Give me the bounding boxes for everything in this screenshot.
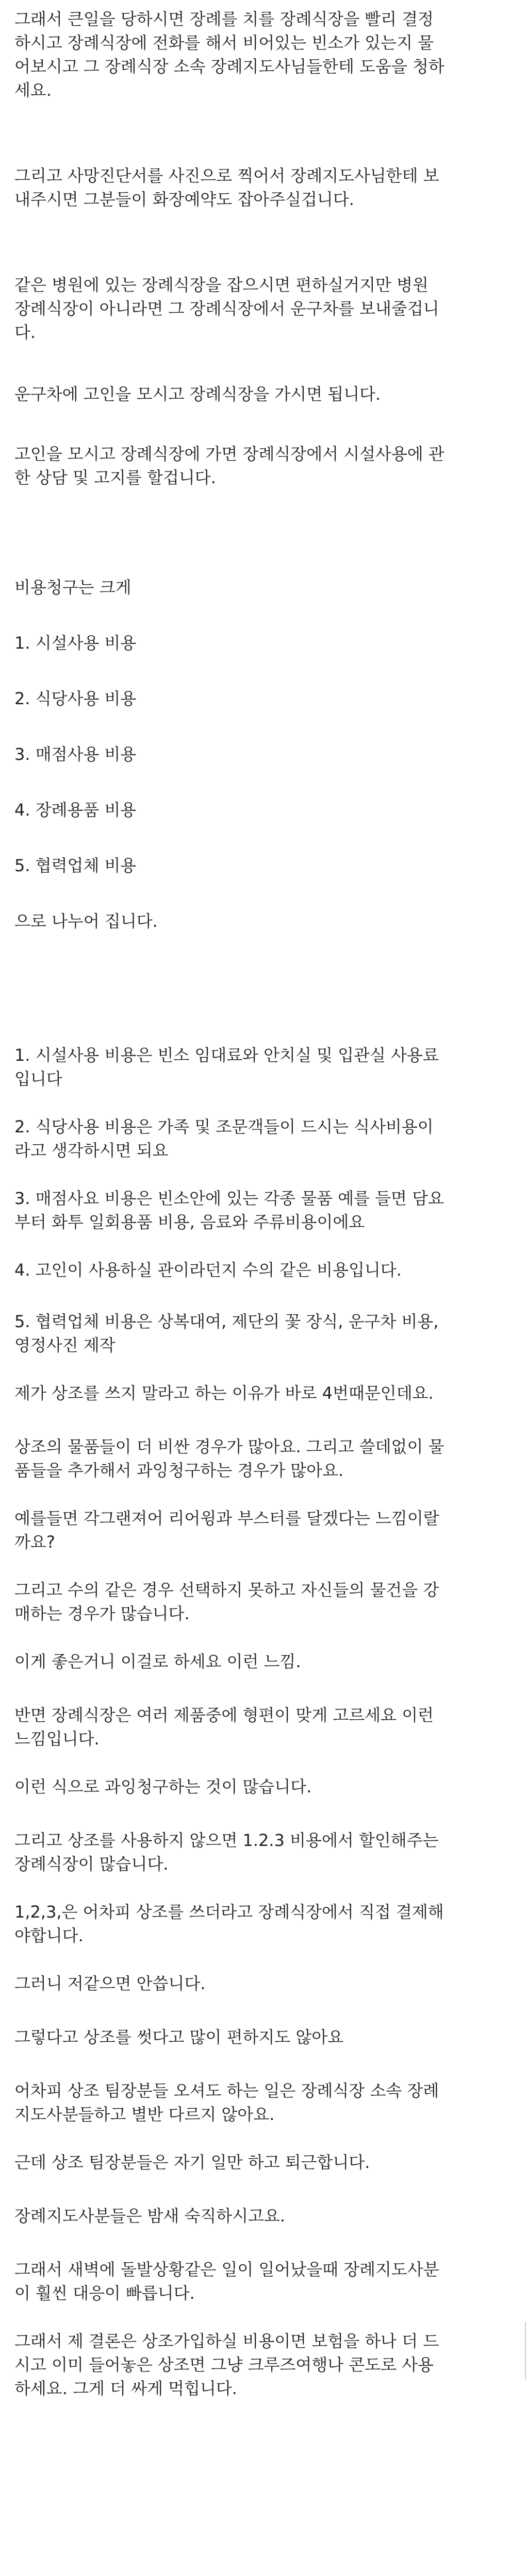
text-line: 하시고 장례식장에 전화를 해서 비어있는 빈소가 있는지 물	[14, 33, 434, 53]
text-line: 4. 장례용품 비용	[14, 800, 137, 820]
text-line: 그렇다고 상조를 썻다고 많이 편하지도 않아요	[14, 2027, 344, 2047]
text-line: 그리고 수의 같은 경우 선택하지 못하고 자신들의 물건을 강	[14, 1580, 439, 1600]
text-line: 그리고 상조를 사용하지 않으면 1.2.3 비용에서 할인해주는	[14, 1831, 439, 1850]
text-line: 운구차에 고인을 모시고 장례식장을 가시면 됩니다.	[14, 384, 381, 404]
text-line: 이게 좋은거니 이걸로 하세요 이런 느낌.	[14, 1652, 301, 1671]
text-line: 장례식장이 많습니다.	[14, 1854, 169, 1874]
text-line: 그래서 큰일을 당하시면 장례를 치를 장례식장을 빨리 결정	[14, 9, 434, 29]
text-line: 야합니다.	[14, 1926, 84, 1945]
text-line: 매하는 경우가 많습니다.	[14, 1604, 190, 1623]
text-line: 3. 매점사요 비용은 빈소안에 있는 각종 물품 예를 들면 담요	[14, 1189, 444, 1208]
text-line: 내주시면 그분들이 화장예약도 잡아주실겁니다.	[14, 190, 354, 209]
text-line: 반면 장례식장은 여러 제품중에 형편이 맞게 고르세요 이런	[14, 1705, 434, 1725]
text-line: 어보시고 그 장례식장 소속 장례지도사님들한테 도움을 청하	[14, 57, 444, 76]
text-line: 비용청구는 크게	[14, 578, 131, 597]
text-line: 영정사진 제작	[14, 1335, 116, 1355]
text-line: 상조의 물품들이 더 비싼 경우가 많아요. 그리고 쓸데없이 물	[14, 1437, 444, 1456]
text-line: 느낌입니다.	[14, 1729, 100, 1749]
text-line: 입니다	[14, 1069, 62, 1089]
text-line: 그러니 저같으면 안씁니다.	[14, 1974, 206, 1993]
text-line: 예를들면 각그랜져어 리어윙과 부스터를 달겠다는 느낌이랄	[14, 1509, 439, 1528]
text-line: 장례지도사분들은 밤새 숙직하시고요.	[14, 2206, 286, 2226]
text-line: 2. 식당사용 비용	[14, 689, 137, 708]
text-line: 까요?	[14, 1532, 55, 1552]
text-line: 하세요. 그게 더 싸게 먹힙니다.	[14, 2379, 237, 2398]
text-line: 라고 생각하시면 되요	[14, 1141, 169, 1160]
text-line: 어차피 상조 팀장분들 오셔도 하는 일은 장례식장 소속 장례	[14, 2081, 439, 2100]
text-line: 이 훨씬 대응이 빠릅니다.	[14, 2283, 195, 2303]
text-line: 그래서 새벽에 돌발상황같은 일이 일어났을때 장례지도사분	[14, 2260, 439, 2279]
text-line: 근데 상조 팀장분들은 자기 일만 하고 퇴근합니다.	[14, 2153, 370, 2172]
text-line: 시고 이미 들어놓은 상조면 그냥 크루즈여행나 콘도로 사용	[14, 2355, 434, 2375]
text-line: 그래서 제 결론은 상조가입하실 비용이면 보험을 하나 더 드	[14, 2331, 439, 2351]
text-line: 같은 병원에 있는 장례식장을 잡으시면 편하실거지만 병원	[14, 275, 428, 295]
text-line: 5. 협력업체 비용	[14, 856, 137, 875]
scroll-indicator[interactable]	[525, 2321, 526, 2379]
text-line: 품들을 추가해서 과잉청구하는 경우가 많아요.	[14, 1461, 344, 1480]
text-line: 고인을 모시고 장례식장에 가면 장례식장에서 시설사용에 관	[14, 444, 444, 464]
text-line: 부터 화투 일회용품 비용, 음료와 주류비용이에요	[14, 1212, 365, 1232]
text-line: 2. 식당사용 비용은 가족 및 조문객들이 드시는 식사비용이	[14, 1117, 434, 1137]
text-line: 지도사분들하고 별반 다르지 않아요.	[14, 2105, 275, 2124]
text-line: 1. 시설사용 비용은 빈소 임대료와 안치실 및 입관실 사용료	[14, 1045, 439, 1065]
text-line: 5. 협력업체 비용은 상복대여, 제단의 꽃 장식, 운구차 비용,	[14, 1312, 439, 1331]
text-line: 으로 나누어 집니다.	[14, 911, 158, 931]
text-line: 이런 식으로 과잉청구하는 것이 많습니다.	[14, 1777, 312, 1797]
text-line: 다.	[14, 323, 36, 342]
text-line: 세요.	[14, 80, 52, 100]
text-line: 1. 시설사용 비용	[14, 633, 137, 653]
text-line: 한 상담 및 고지를 할겁니다.	[14, 468, 216, 487]
text-line: 4. 고인이 사용하실 관이라던지 수의 같은 비용입니다.	[14, 1260, 402, 1280]
text-line: 그리고 사망진단서를 사진으로 찍어서 장례지도사님한테 보	[14, 166, 439, 185]
text-line: 장례식장이 아니라면 그 장례식장에서 운구차를 보내줄겁니	[14, 299, 439, 318]
text-line: 제가 상조를 쓰지 말라고 하는 이유가 바로 4번때문인데요.	[14, 1383, 434, 1403]
text-line: 3. 매점사용 비용	[14, 744, 137, 764]
text-line: 1,2,3,은 어차피 상조를 쓰더라고 장례식장에서 직접 결제해	[14, 1902, 444, 1922]
